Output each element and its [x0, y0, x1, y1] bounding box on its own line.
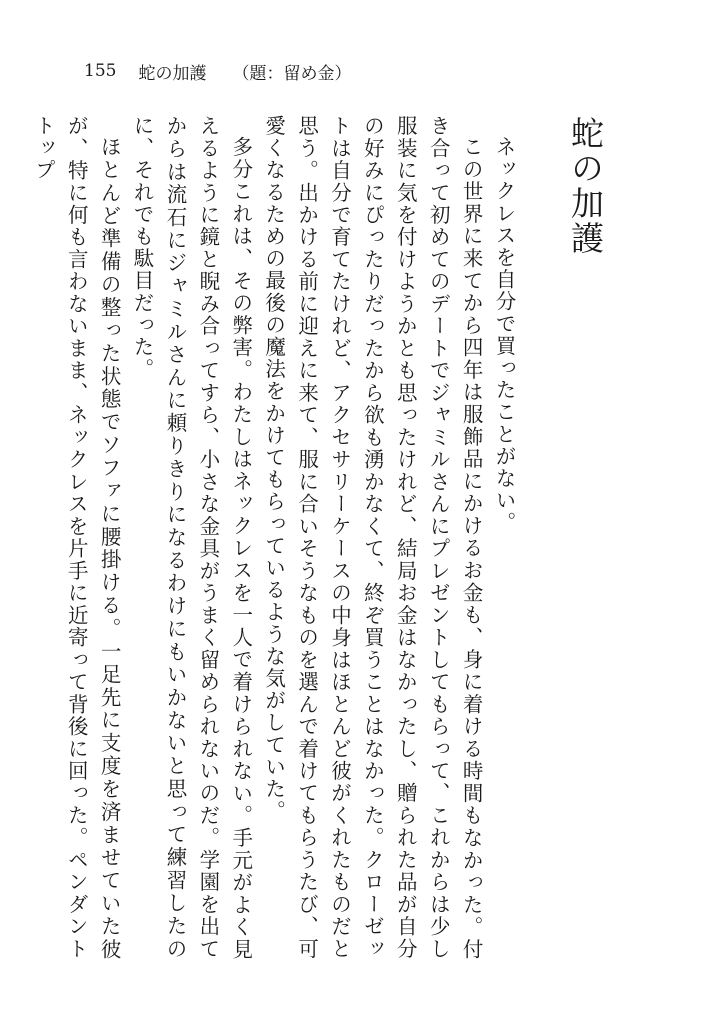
- story-title: 蛇の加護: [566, 116, 605, 256]
- paragraph: この世界に来てから四年は服飾品にかけるお金も、身に着ける時間もなかった。付き合って初めてのデートでジャミルさんにプレゼントしてもらって、これからは少し服装に気を付けようかとも思ったけれど、結局お金はなかったし、贈られた品が自分の好みにぴったりだったから欲も湧かなくて、終ぞ買うことはなかった。クローゼットは自分で育てたけれど、アクセサリーケースの中身はほとんど彼がくれたものだと思う。出かける前に迎えに来て、服に合いそうなものを選んで着けてもらうたび、可愛くなるための最後の魔法をかけてもらっているような気がしていた。: [261, 115, 484, 960]
- body-text: [31, 115, 520, 960]
- header-subtitle: （題：留め金）: [232, 63, 352, 84]
- running-header: [84, 58, 351, 84]
- paragraph: 多分これは、その弊害。わたしはネックレスを一人で着けられない。手元がよく見えるように鏡と睨み合ってすら、小さな金具がうまく留められないのだ。学園を出てからは流石にジャミルさんに頼りきりになるわけにもいかないと思って練習したのに、それでも駄目だった。: [130, 115, 253, 960]
- paragraph: ネックレスを自分で買ったことがない。: [492, 135, 516, 534]
- paragraph: ほとんど準備の整った状態でソファに腰掛ける。一足先に支度を済ませていた彼が、特に何も言わないまま、ネックレスを片手に近寄って背後に回った。ペンダントトップ: [31, 115, 122, 960]
- header-chapter-title: 蛇の加護: [138, 63, 207, 84]
- page-number: 155: [84, 61, 117, 81]
